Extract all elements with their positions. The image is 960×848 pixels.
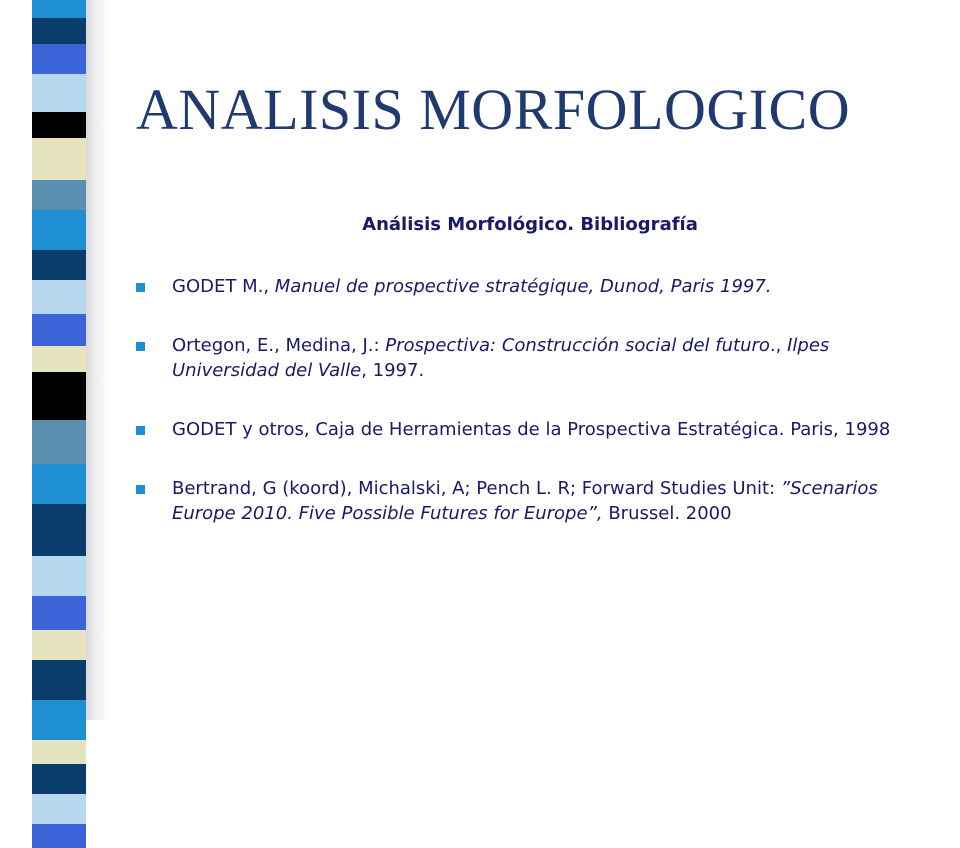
reference-text: GODET y otros, Caja de Herramientas de la Prospectiva Estratégica. Paris, 1998	[172, 419, 891, 440]
strip-block	[32, 112, 86, 138]
strip-block	[32, 596, 86, 630]
strip-block	[32, 764, 86, 794]
strip-block	[32, 250, 86, 280]
bibliography-item	[132, 274, 932, 299]
strip-block	[32, 824, 86, 848]
square-bullet-icon	[136, 283, 145, 292]
reference-text: Ilpes Universidad del Valle	[172, 335, 830, 381]
reference-text: Manuel de prospective stratégique, Dunod, Paris 1997.	[274, 276, 772, 297]
bibliography-item	[132, 476, 932, 526]
reference-text: .,	[769, 335, 788, 356]
reference-text: GODET M.,	[172, 276, 275, 297]
strip-block	[32, 74, 86, 112]
strip-block	[32, 700, 86, 740]
reference-text: Prospectiva: Construcción social del futuro	[385, 335, 770, 356]
reference-text: ”Scenarios Europe 2010. Five Possible Futures for Europe”,	[172, 478, 878, 524]
slide-subtitle: Análisis Morfológico. Bibliografía	[362, 214, 698, 235]
strip-block	[32, 740, 86, 764]
strip-block	[32, 180, 86, 210]
strip-block	[32, 210, 86, 250]
strip-block	[32, 630, 86, 660]
strip-block	[32, 660, 86, 700]
strip-block	[32, 314, 86, 346]
slide-title: ANALISIS MORFOLOGICO	[136, 77, 851, 142]
decorative-strip-shadow	[86, 0, 110, 720]
square-bullet-icon	[136, 485, 145, 494]
strip-block	[32, 18, 86, 44]
strip-block	[32, 0, 86, 18]
strip-block	[32, 556, 86, 596]
square-bullet-icon	[136, 342, 145, 351]
reference-text: Brussel. 2000	[602, 503, 732, 524]
bibliography-list	[132, 274, 932, 526]
strip-block	[32, 420, 86, 464]
strip-block	[32, 794, 86, 824]
strip-block	[32, 346, 86, 372]
square-bullet-icon	[136, 426, 145, 435]
strip-block	[32, 504, 86, 556]
strip-block	[32, 280, 86, 314]
strip-block	[32, 44, 86, 74]
reference-text: , 1997.	[361, 360, 425, 381]
decorative-color-strip	[32, 0, 86, 720]
reference-text: Bertrand, G (koord), Michalski, A; Pench L. R; Forward Studies Unit:	[172, 478, 781, 499]
reference-text: Ortegon, E., Medina, J.:	[172, 335, 386, 356]
strip-block	[32, 464, 86, 504]
bibliography-item	[132, 417, 932, 442]
strip-block	[32, 138, 86, 180]
strip-block	[32, 372, 86, 420]
bibliography-item	[132, 333, 932, 383]
